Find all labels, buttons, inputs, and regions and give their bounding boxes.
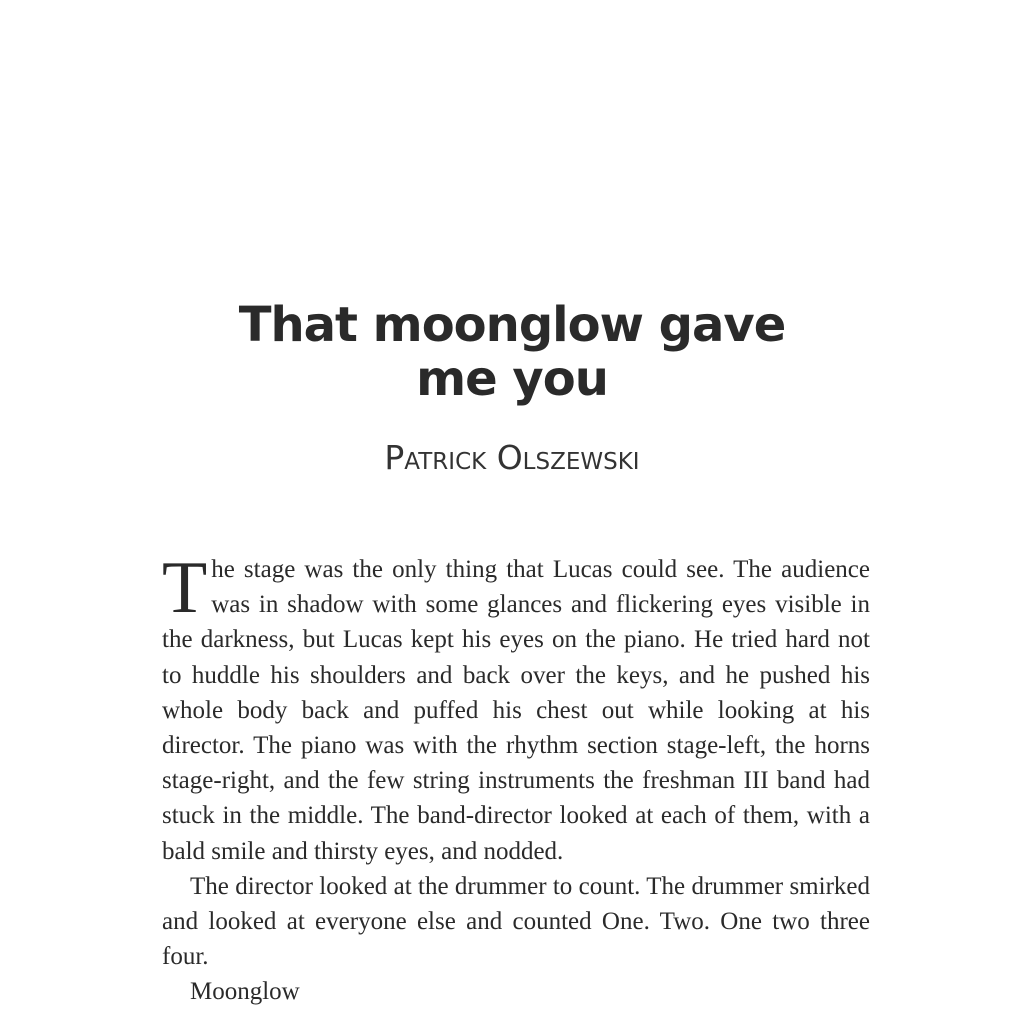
paragraph-2: The director looked at the drummer to count. The drummer smirked and looked at everyone else and counted One. Two. One two three four. bbox=[162, 872, 870, 971]
paragraph-3: Moonglow bbox=[190, 978, 300, 1006]
paragraph-1 bbox=[162, 547, 870, 869]
author-name: Patrick Olszewski bbox=[384, 438, 640, 477]
paragraph-1-text: he stage was the only thing that Lucas could see. The audience was in shadow with some glances and flickering eyes visible in the darkness, but Lucas kept his eyes on the piano. He tried hard not to huddle his shoulders and back over the keys, and he pushed his whole body back and puffed his chest out while looking at his director. The piano was with the rhythm section stage-left, the horns stage-right, and the few string instruments the freshman III band had stuck in the middle. The band-director looked at each of them, with a bald smile and thirsty eyes, and nodded. bbox=[162, 556, 870, 865]
chapter-title-line-1: That moonglow gave bbox=[238, 297, 786, 353]
drop-cap: T bbox=[162, 547, 208, 629]
chapter-title bbox=[0, 298, 1024, 406]
story-body bbox=[162, 547, 870, 1010]
chapter-title-line-2: me you bbox=[416, 351, 608, 407]
